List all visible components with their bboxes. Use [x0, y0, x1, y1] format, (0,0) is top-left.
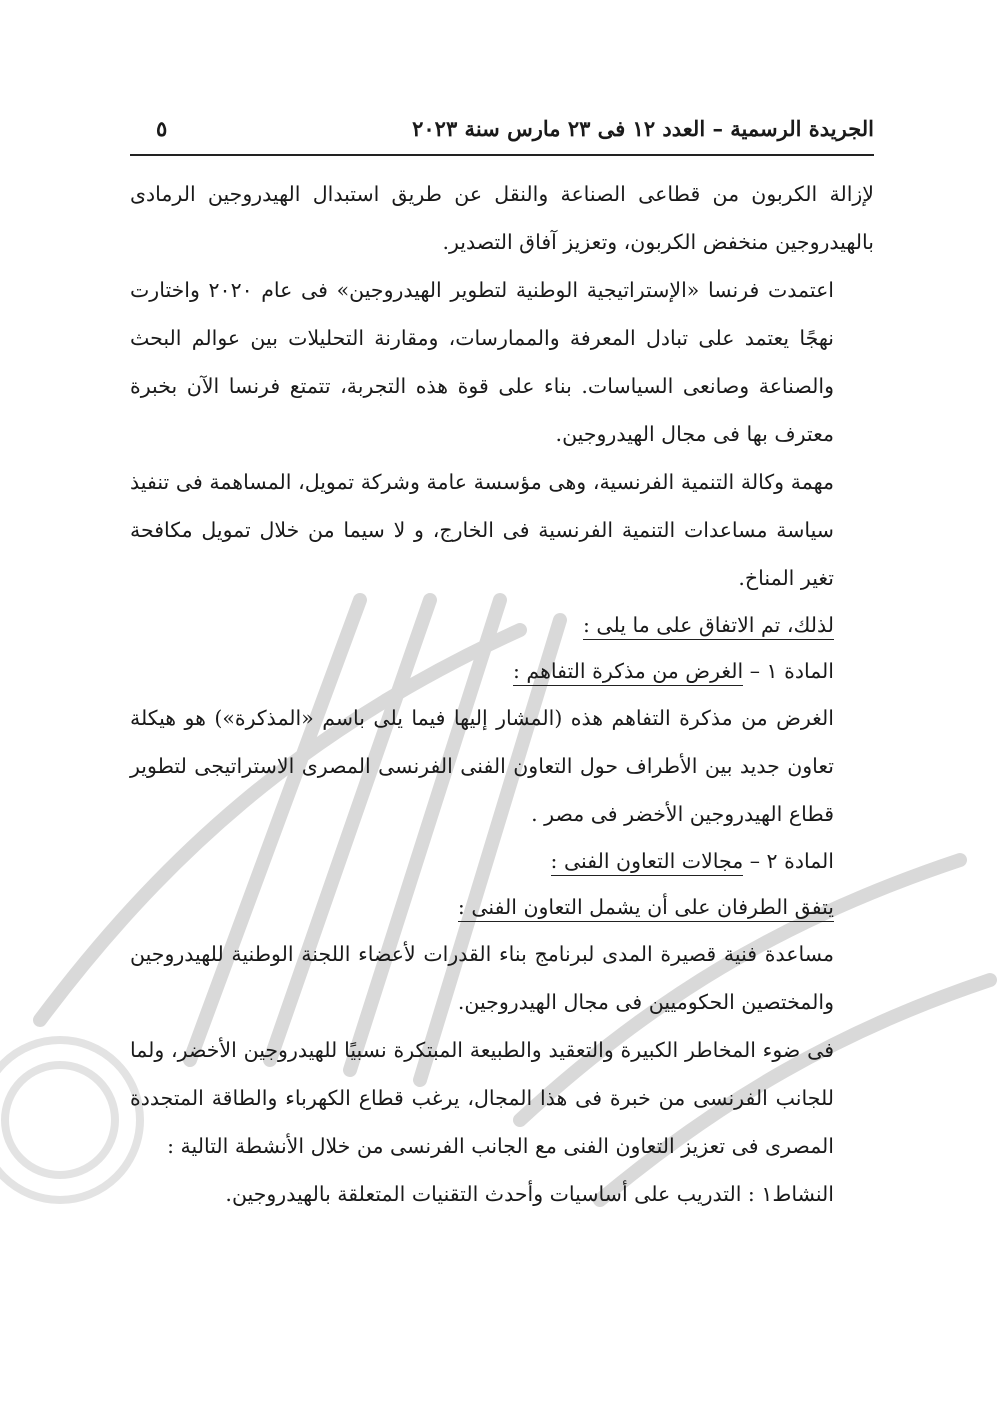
parties-agree-line: [130, 884, 874, 930]
page-header: [130, 110, 874, 156]
document-page: [130, 110, 874, 1218]
paragraph-technical-assistance: مساعدة فنية قصيرة المدى لبرنامج بناء القدرات لأعضاء اللجنة الوطنية للهيدروجين والمختصين الحكوميين فى مجال الهيدروجين.: [130, 942, 834, 1014]
activity-1: النشاط١ : التدريب على أساسيات وأحدث التقنيات المتعلقة بالهيدروجين.: [225, 1182, 834, 1206]
gazette-title: الجريدة الرسمية – العدد ١٢ فى ٢٣ مارس سنة ٢٠٢٣: [412, 116, 874, 141]
article-2-heading: [130, 838, 874, 884]
paragraph-afd-mission: مهمة وكالة التنمية الفرنسية، وهى مؤسسة عامة وشركة تمويل، المساهمة فى تنفيذ سياسة مساعدات التنمية الفرنسية فى الخارج، و لا سيما من خلال تمويل مكافحة تغير المناخ.: [130, 470, 834, 590]
agreement-text: لذلك، تم الاتفاق على ما يلى :: [583, 613, 834, 640]
paragraph-mou-purpose: الغرض من مذكرة التفاهم هذه (المشار إليها فيما يلى باسم «المذكرة») هو هيكلة تعاون جديد بين الأطراف حول التعاون الفنى الفرنسى المصرى الاستراتيجى لتطوير قطاع الهيدروجين الأخضر فى مصر .: [130, 706, 834, 826]
paragraph-france-strategy: اعتمدت فرنسا «الإستراتيجية الوطنية لتطوير الهيدروجين» فى عام ٢٠٢٠ واختارت نهجًا يعتمد على تبادل المعرفة والممارسات، ومقارنة التحليلات بين عوالم البحث والصناعة وصانعى السياسات. بناء على قوة هذه التجربة، تتمتع فرنسا الآن بخبرة معترف بها فى مجال الهيدروجين.: [130, 278, 834, 446]
page-number: ٥: [156, 116, 168, 141]
paragraph-decarbonization: لإزالة الكربون من قطاعى الصناعة والنقل عن طريق استبدال الهيدروجين الرمادى بالهيدروجين منخفض الكربون، وتعزيز آفاق التصدير.: [130, 182, 874, 254]
agreement-statement: [130, 602, 874, 648]
article-1-heading: [130, 648, 874, 694]
article-2-label: المادة ٢ –: [743, 849, 834, 873]
article-1-label: المادة ١ –: [743, 659, 834, 683]
document-body: [130, 170, 874, 1218]
article-2-title: مجالات التعاون الفنى :: [551, 849, 744, 876]
article-1-title: الغرض من مذكرة التفاهم :: [513, 659, 743, 686]
parties-agree-text: يتفق الطرفان على أن يشمل التعاون الفنى :: [458, 895, 834, 922]
paragraph-green-hydrogen-risks: فى ضوء المخاطر الكبيرة والتعقيد والطبيعة المبتكرة نسبيًا للهيدروجين الأخضر، ولما للجانب الفرنسى من خبرة فى هذا المجال، يرغب قطاع الكهرباء والطاقة المتجددة المصرى فى تعزيز التعاون الفنى مع الجانب الفرنسى من خلال الأنشطة التالية :: [130, 1038, 834, 1158]
